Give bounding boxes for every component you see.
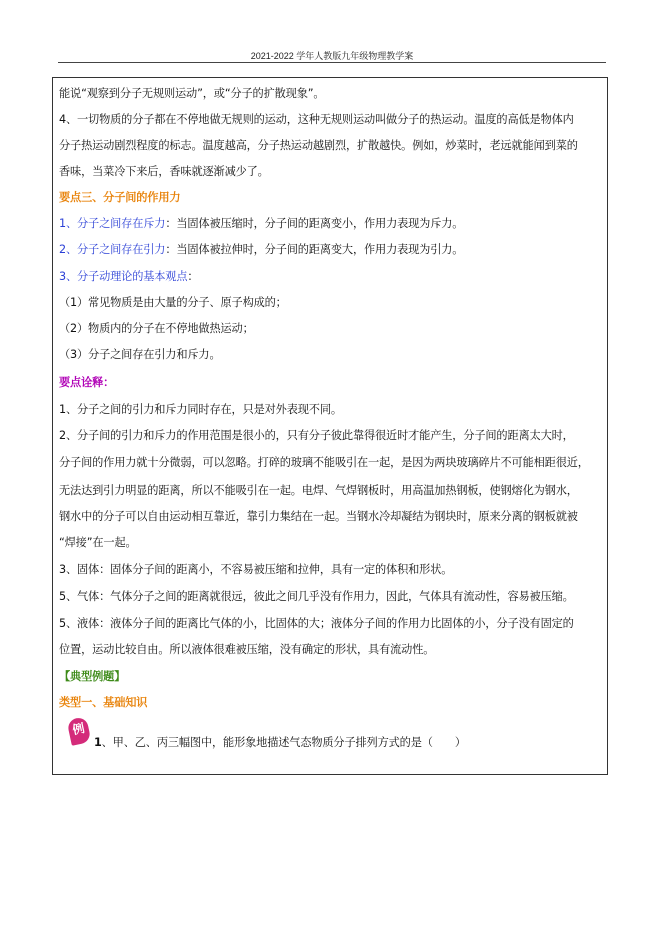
typical-examples-heading: 【典型例题】	[59, 670, 126, 683]
question	[94, 736, 466, 750]
page-header: 2021-2022 学年人教版九年级物理教学案	[250, 51, 414, 61]
point-theory	[59, 270, 198, 284]
point-repulsion	[59, 217, 463, 231]
point-text: ：当固体被拉伸时，分子间的距离变大，作用力表现为引力。	[165, 243, 464, 256]
header-rule	[58, 62, 606, 63]
explanation-line: 无法达到引力明显的距离，所以不能吸引在一起。电焊、气焊钢板时，用高温加热钢板，使钢熔化为钢水，	[59, 484, 578, 497]
question-number: 1	[94, 736, 102, 749]
theory-item: （2）物质内的分子在不停地做热运动；	[59, 322, 254, 335]
explanation-line: 分子间的作用力就十分微弱，可以忽略。打碎的玻璃不能吸引在一起，是因为两块玻璃碎片不可能相距很近，	[59, 456, 589, 469]
explanation-line: 5、气体：气体分子之间的距离就很远，彼此之间几乎没有作用力，因此，气体具有流动性，容易被压缩。	[59, 590, 574, 603]
explanation-line: 2、分子间的引力和斥力的作用范围是很小的，只有分子彼此靠得很近时才能产生，分子间的距离太大时，	[59, 429, 574, 442]
explanation-line: 5、液体：液体分子间的距离比气体的小，比固体的大；液体分子间的作用力比固体的小，分子没有固定的	[59, 617, 574, 630]
section-heading: 要点三、分子间的作用力	[59, 191, 181, 204]
point-label: 1、分子之间存在斥力	[59, 217, 166, 230]
question-text: 、甲、乙、丙三幅图中，能形象地描述气态物质分子排列方式的是（ ）	[101, 736, 466, 749]
point-colon: ：	[187, 270, 199, 283]
example-badge: 例	[67, 716, 92, 746]
type-heading: 类型一、基础知识	[59, 696, 148, 709]
paragraph-line: 4、一切物质的分子都在不停地做无规则的运动，这种无规则运动叫做分子的热运动。温度的高低是物体内	[59, 113, 574, 126]
explanation-heading: 要点诠释：	[59, 376, 115, 389]
point-attraction	[59, 243, 463, 257]
explanation-line: 1、分子之间的引力和斥力同时存在，只是对外表现不同。	[59, 403, 342, 416]
point-label: 3、分子动理论的基本观点	[59, 270, 188, 283]
theory-item: （1）常见物质是由大量的分子、原子构成的；	[59, 296, 287, 309]
point-text: ：当固体被压缩时，分子间的距离变小，作用力表现为斥力。	[165, 217, 464, 230]
paragraph-line: 能说“观察到分子无规则运动”，或“分子的扩散现象”。	[59, 87, 325, 100]
explanation-line: “焊接”在一起。	[59, 536, 137, 549]
theory-item: （3）分子之间存在引力和斥力。	[59, 348, 221, 361]
point-label: 2、分子之间存在引力	[59, 243, 166, 256]
explanation-line: 位置，运动比较自由。所以液体很难被压缩，没有确定的形状，具有流动性。	[59, 643, 435, 656]
explanation-line: 钢水中的分子可以自由运动相互靠近，靠引力集结在一起。当钢水冷却凝结为钢块时，原来分离的钢板就被	[59, 510, 578, 523]
content-frame	[52, 77, 608, 775]
paragraph-line: 香味，当菜冷下来后，香味就逐渐减少了。	[59, 165, 269, 178]
explanation-line: 3、固体：固体分子间的距离小，不容易被压缩和拉伸，具有一定的体积和形状。	[59, 563, 453, 576]
paragraph-line: 分子热运动剧烈程度的标志。温度越高，分子热运动越剧烈，扩散越快。例如，炒菜时，老远就能闻到菜的	[59, 139, 578, 152]
